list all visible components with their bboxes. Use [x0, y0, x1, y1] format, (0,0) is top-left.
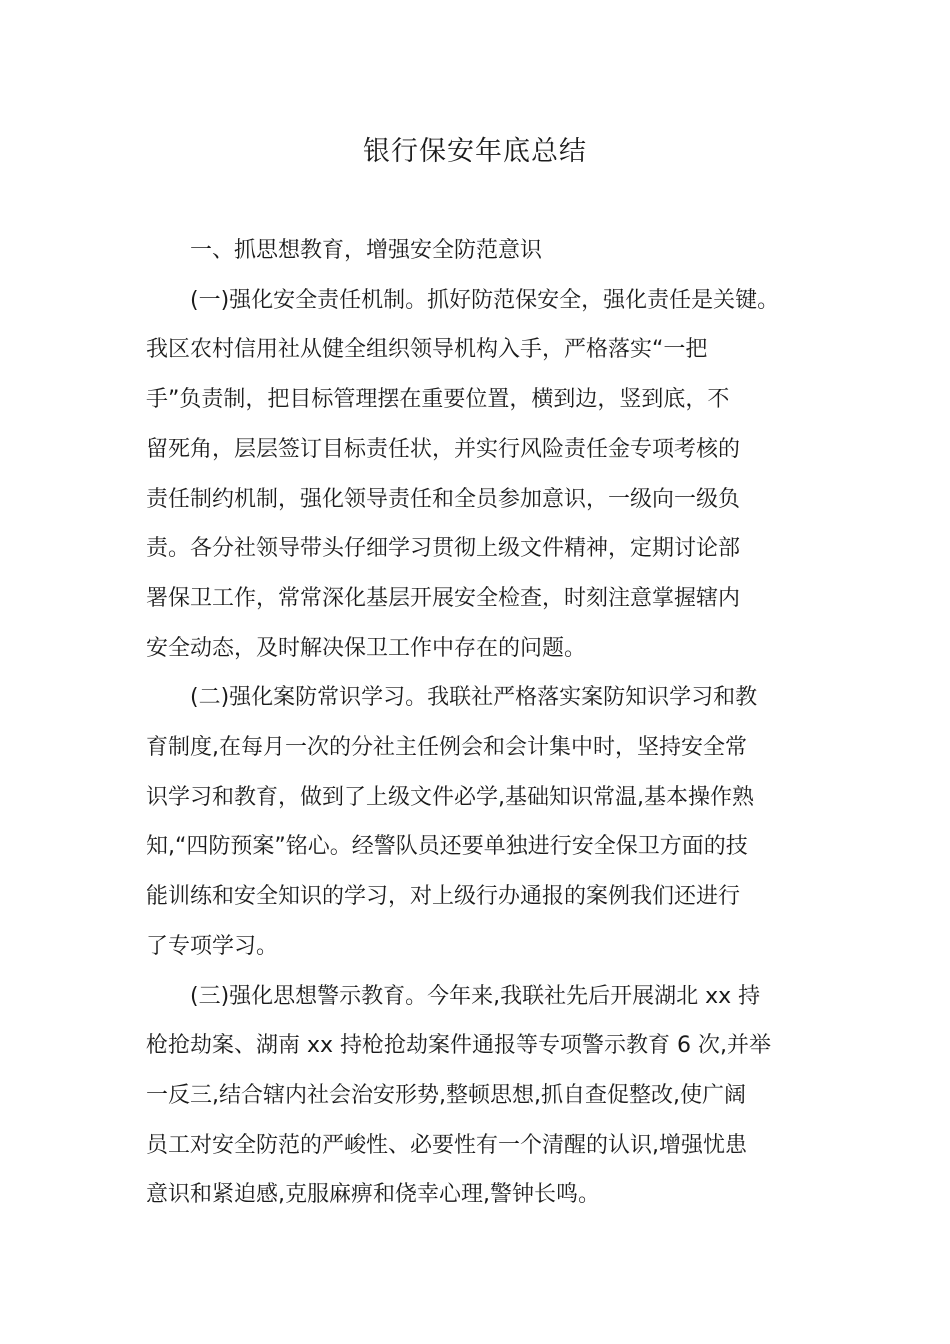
paragraph-case-prevention: (二)强化案防常识学习。我联社严格落实案防知识学习和教 育制度,在每月一次的分社主任例会和会计集中时，坚持安全常 识学习和教育，做到了上级文件必学,基础知识常温,基本操作熟 知,“四防预案”铭心。经警队员还要单独进行安全保卫方面的技 能训练和安全知识的学习，对上级行办通报的案例我们还进行 了专项学习。 [146, 685, 758, 959]
paragraph-warning-education: (三)强化思想警示教育。今年来,我联社先后开展湖北 xx 持 枪抢劫案、湖南 xx 持枪抢劫案件通报等专项警示教育 6 次,并举 一反三,结合辖内社会治安形势,整顿思想,抓自查促整改,使广阔 员工对安全防范的严峻性、必要性有一个清醒的认识,增强忧患 意识和紧迫感,克服麻痹和侥幸心理,警钟长鸣。 [146, 983, 772, 1208]
section-heading: 一、抓思想教育，增强安全防范意识 [190, 238, 543, 263]
document-title: 银行保安年底总结 [363, 136, 587, 167]
document-body [146, 226, 810, 1220]
paragraph-responsibility: (一)强化安全责任机制。抓好防范保安全，强化责任是关键。 我区农村信用社从健全组织领导机构入手，严格落实“一把 手”负责制，把目标管理摆在重要位置，横到边，竖到底，不 留死角，层层签订目标责任状，并实行风险责任金专项考核的 责任制约机制，强化领导责任和全员参加意识，一级向一级负 责。各分社领导带头仔细学习贯彻上级文件精神，定期讨论部 署保卫工作，常常深化基层开展安全检查，时刻注意掌握辖内 安全动态，及时解决保卫工作中存在的问题。 [146, 287, 780, 661]
